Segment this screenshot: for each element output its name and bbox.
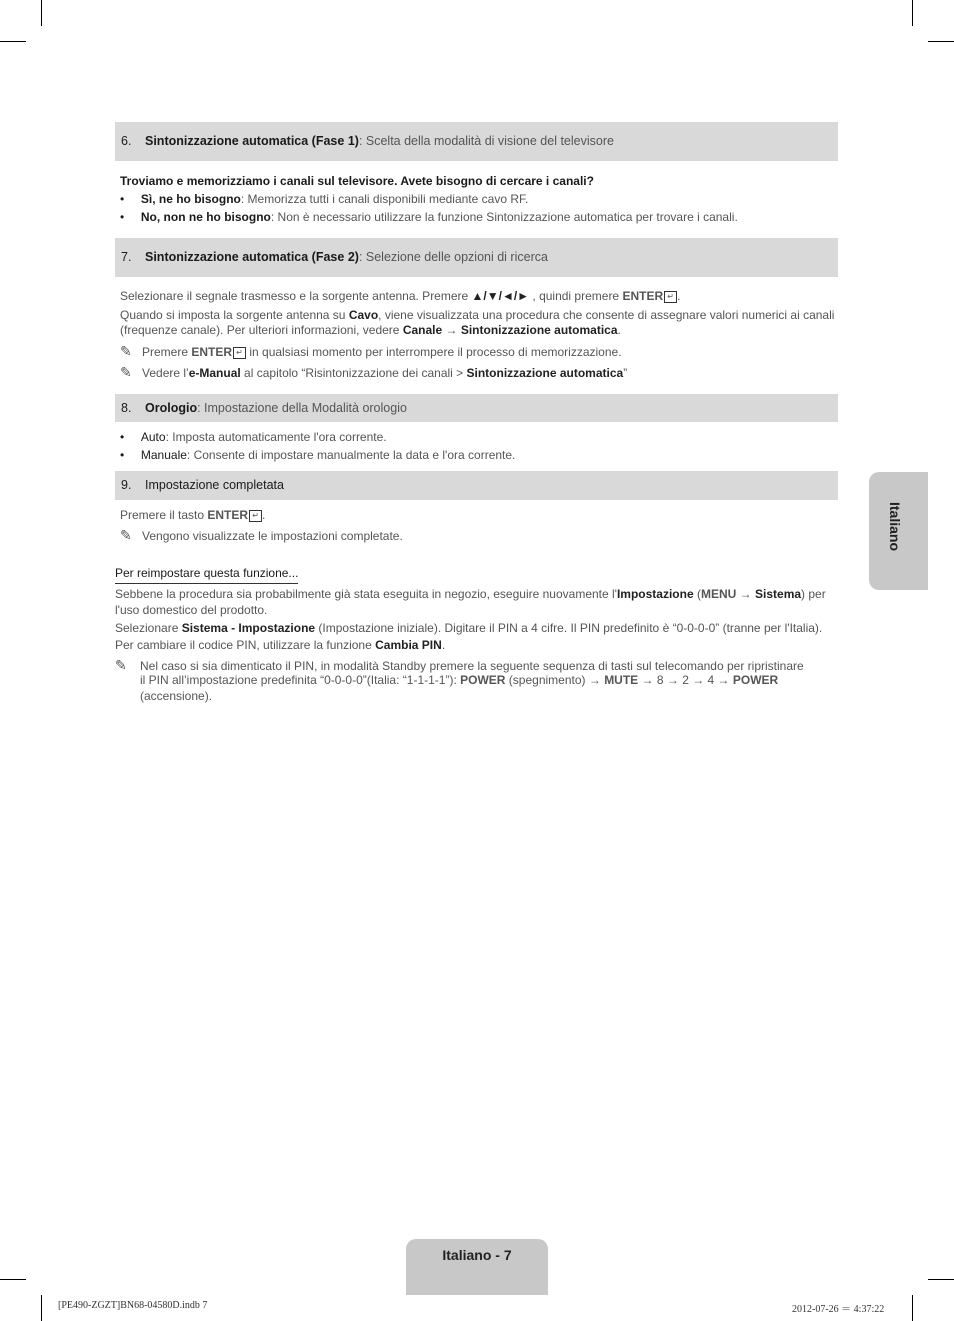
pencil-note-icon: ✎ xyxy=(120,364,132,380)
step-7-header xyxy=(115,238,838,277)
step-desc: : Impostazione della Modalità orologio xyxy=(197,401,407,415)
step-desc: : Selezione delle opzioni di ricerca xyxy=(358,250,548,264)
bullet-item: • Sì, ne ho bisogno: Memorizza tutti i canali disponibili mediante cavo RF. xyxy=(120,192,529,206)
note: ✎ Nel caso si sia dimenticato il PIN, in modalità Standby premere la seguente sequenza di tasti sul telecomando per ripristinare xyxy=(115,657,804,673)
pencil-note-icon: ✎ xyxy=(120,343,132,359)
crop-mark xyxy=(912,1295,913,1321)
language-side-tab xyxy=(869,472,928,590)
note: ✎ Vedere l’e-Manual al capitolo “Risintonizzazione dei canali > Sintonizzazione automatica” xyxy=(120,364,628,380)
step-number: 9. xyxy=(121,478,132,492)
paragraph: l'uso domestico del prodotto. xyxy=(115,603,268,617)
crop-mark xyxy=(912,0,913,26)
reset-heading: Per reimpostare questa funzione... xyxy=(115,566,298,584)
crop-mark xyxy=(928,1279,954,1280)
enter-key-icon: ↵ xyxy=(664,291,677,303)
bullet-item: • No, non ne ho bisogno: Non è necessario utilizzare la funzione Sintonizzazione automatica per trovare i canali. xyxy=(120,210,738,224)
page-number: Italiano - 7 xyxy=(442,1247,512,1263)
note: ✎ Vengono visualizzate le impostazioni completate. xyxy=(120,527,403,543)
crop-mark xyxy=(928,41,954,42)
paragraph: Quando si imposta la sorgente antenna su Cavo, viene visualizzata una procedura che consente di assegnare valori numerici ai canali xyxy=(120,308,835,322)
step-desc: : Scelta della modalità di visione del televisore xyxy=(358,134,614,148)
step-title: Sintonizzazione automatica (Fase 1) xyxy=(145,134,359,148)
crop-mark xyxy=(41,1295,42,1321)
enter-key-icon: ↵ xyxy=(249,510,262,522)
question: Troviamo e memorizziamo i canali sul televisore. Avete bisogno di cercare i canali? xyxy=(120,174,594,188)
paragraph: Sebbene la procedura sia probabilmente già stata eseguita in negozio, eseguire nuovamente l'Impostazione (MENU → Sistema) per xyxy=(115,587,826,601)
bullet-item: • Manuale: Consente di impostare manualmente la data e l'ora corrente. xyxy=(120,448,516,462)
step-8-header xyxy=(115,394,838,422)
footer-timestamp: 2012-07-26 ＝ 4:37:22 xyxy=(792,1304,885,1315)
step-title: Orologio xyxy=(145,401,198,415)
crop-mark xyxy=(0,41,26,42)
bullet-item: • Auto: Imposta automaticamente l'ora corrente. xyxy=(120,430,387,444)
step-title: Sintonizzazione automatica (Fase 2) xyxy=(145,250,359,264)
pencil-note-icon: ✎ xyxy=(115,657,127,673)
note-continuation: il PIN all’impostazione predefinita “0-0-0-0”(Italia: “1-1-1-1”): POWER (spegnimento) → MUTE → 8 → 2 → 4 → POWER xyxy=(140,673,779,687)
page-number-tab xyxy=(406,1239,548,1295)
enter-key-icon: ↵ xyxy=(233,347,246,359)
footer-file-info: [PE490-ZGZT]BN68-04580D.indb 7 xyxy=(58,1300,208,1311)
step-title: Impostazione completata xyxy=(145,478,284,492)
crop-mark xyxy=(0,1279,26,1280)
note: ✎ Premere ENTER ↵ in qualsiasi momento per interrompere il processo di memorizzazione. xyxy=(120,343,622,359)
note-continuation: (accensione). xyxy=(140,689,213,703)
step-number: 6. xyxy=(121,134,132,148)
step-number: 7. xyxy=(121,250,132,264)
step-9-header xyxy=(115,471,838,500)
paragraph: Per cambiare il codice PIN, utilizzare la funzione Cambia PIN. xyxy=(115,638,446,652)
pencil-note-icon: ✎ xyxy=(120,527,132,543)
step-number: 8. xyxy=(121,401,132,415)
side-tab-label: Italiano xyxy=(887,502,903,552)
paragraph: Premere il tasto ENTER ↵ . xyxy=(120,508,266,522)
step-6-header xyxy=(115,122,838,161)
paragraph: Selezionare Sistema - Impostazione (Impostazione iniziale). Digitare il PIN a 4 cifre. Il PIN predefinito è “0-0-0-0” (tranne per l'Italia). xyxy=(115,621,823,635)
paragraph: (frequenze canale). Per ulteriori informazioni, vedere Canale → Sintonizzazione automatica. xyxy=(120,323,621,337)
paragraph: Selezionare il segnale trasmesso e la sorgente antenna. Premere ▲/▼/◄/► , quindi premere ENTER ↵ . xyxy=(120,289,681,303)
crop-mark xyxy=(41,0,42,26)
